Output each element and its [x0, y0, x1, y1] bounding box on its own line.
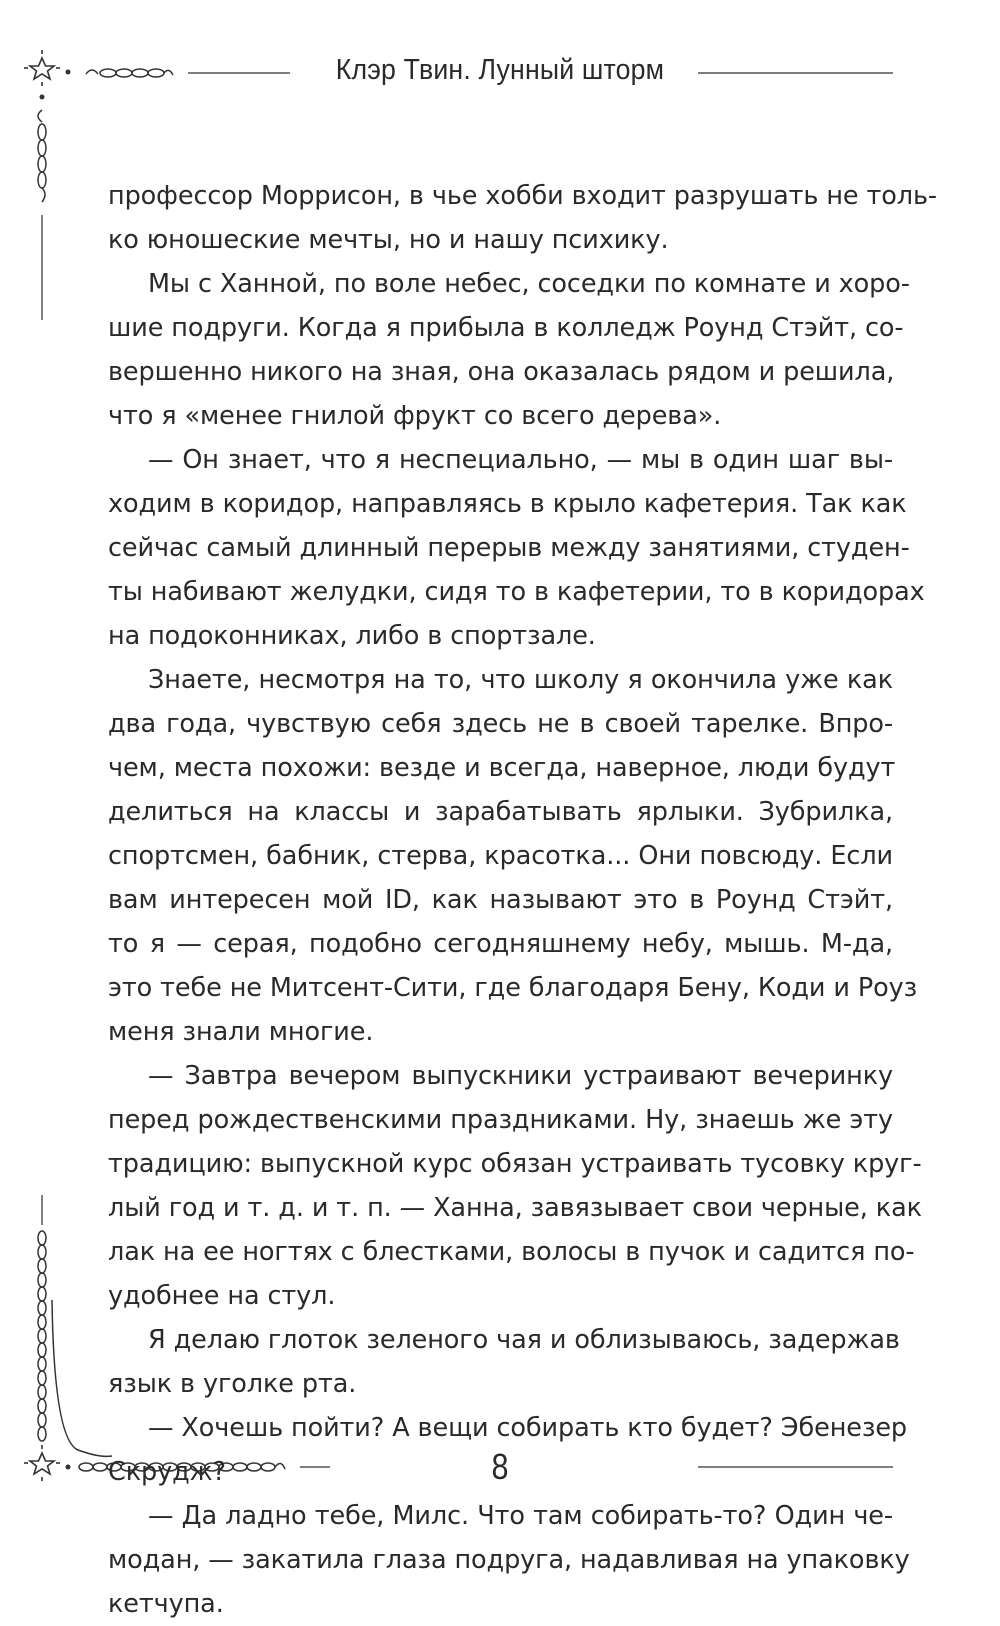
top-left-dot-vertical: [40, 95, 45, 100]
bottom-vertical-chain-ornament: [38, 1231, 46, 1441]
text-line: вам интересен мой ID, как называют это в Роунд Стэйт,: [108, 885, 893, 915]
text-line: перед рождественскими праздниками. Ну, знаешь же эту: [108, 1105, 893, 1135]
text-line: шие подруги. Когда я прибыла в колледж Роунд Стэйт, со-: [108, 313, 904, 343]
top-chain-ornament: [86, 69, 173, 77]
text-line: профессор Моррисон, в чье хобби входит разрушать не толь-: [108, 181, 938, 211]
text-line: спортсмен, бабник, стерва, красотка... Они повсюду. Если: [108, 841, 893, 871]
text-line: ты набивают желудки, сидя то в кафетерии, то в коридорах: [108, 577, 925, 607]
text-line: Мы с Ханной, по воле небес, соседки по комнате и хоро-: [148, 269, 910, 299]
top-vertical-chain-ornament: [38, 110, 46, 202]
page-number: 8: [491, 1446, 509, 1487]
top-left-star-icon: [24, 50, 60, 86]
text-line: Скрудж?: [108, 1457, 226, 1487]
text-line: — Он знает, что я неспециально, — мы в один шаг вы-: [148, 445, 893, 475]
text-line: — Завтра вечером выпускники устраивают вечеринку: [148, 1061, 893, 1091]
text-line: язык в уголке рта.: [108, 1369, 357, 1399]
text-line: сейчас самый длинный перерыв между занятиями, студен-: [108, 533, 910, 563]
text-line: Я делаю глоток зеленого чая и облизываюсь, задержав: [148, 1325, 900, 1355]
text-line: на подоконниках, либо в спортзале.: [108, 621, 596, 651]
text-line: Знаете, несмотря на то, что школу я окончила уже как: [148, 665, 893, 695]
text-line: модан, — закатила глаза подруга, надавливая на упаковку: [108, 1545, 910, 1575]
text-line: удобнее на стул.: [108, 1281, 336, 1311]
text-line: делиться на классы и зарабатывать ярлыки. Зубрилка,: [108, 797, 893, 827]
body-text: [108, 174, 938, 1626]
top-left-dot: [66, 70, 71, 75]
text-line: меня знали многие.: [108, 1017, 374, 1047]
text-line: два года, чувствую себя здесь не в своей тарелке. Впро-: [108, 709, 893, 739]
text-line: это тебе не Митсент-Сити, где благодаря Бену, Коди и Роуз: [108, 973, 918, 1003]
text-line: — Да ладно тебе, Милс. Что там собирать-то? Один че-: [148, 1501, 893, 1531]
bottom-left-dot: [66, 1465, 71, 1470]
text-line: что я «менее гнилой фрукт со всего дерева».: [108, 401, 722, 431]
text-line: то я — серая, подобно сегодняшнему небу, мышь. М-да,: [108, 929, 893, 959]
text-line: — Хочешь пойти? А вещи собирать кто будет? Эбенезер: [148, 1413, 908, 1443]
bottom-left-star-icon: [24, 1445, 60, 1481]
text-line: ходим в коридор, направляясь в крыло кафетерия. Так как: [108, 489, 907, 519]
text-line: ко юношеские мечты, но и нашу психику.: [108, 225, 669, 255]
text-line: вершенно никого на зная, она оказалась рядом и решила,: [108, 357, 895, 387]
text-line: традицию: выпускной курс обязан устраивать тусовку круг-: [108, 1149, 922, 1179]
text-line: лак на ее ногтях с блестками, волосы в пучок и садится по-: [108, 1237, 915, 1267]
bottom-corner-curve: [52, 1300, 112, 1456]
text-line: кетчупа.: [108, 1589, 224, 1619]
running-header: Клэр Твин. Лунный шторм: [335, 54, 665, 86]
text-line: чем, места похожи: везде и всегда, наверное, люди будут: [108, 753, 896, 783]
text-line: лый год и т. д. и т. п. — Ханна, завязывает свои черные, как: [108, 1193, 922, 1223]
